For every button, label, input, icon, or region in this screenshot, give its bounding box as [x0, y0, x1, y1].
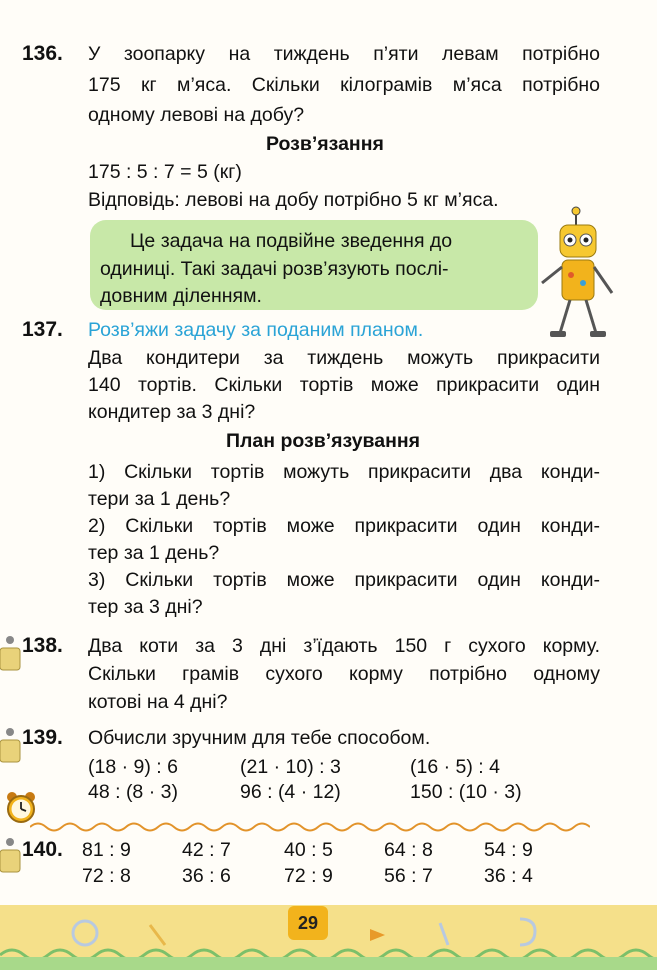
expr-139-1-3: (16 · 5) : 4: [410, 756, 500, 778]
expr-139-2-1: 48 : (8 · 3): [88, 781, 178, 803]
problem-140-number: 140.: [22, 838, 63, 861]
homework-icon: [0, 726, 22, 766]
problem-139-number: 139.: [22, 726, 63, 749]
problem-136-line-1: У зоопарку на тиждень п’яти левам потрібно: [88, 43, 600, 65]
plan-line-4: тер за 1 день?: [88, 542, 220, 564]
wavy-divider: [30, 820, 590, 834]
expr-140-2-1: 72 : 8: [82, 865, 131, 887]
solution-equation: 175 : 5 : 7 = 5 (кг): [88, 161, 242, 183]
hint-note-line-2: одиниці. Такі задачі розв’язують послі-: [100, 258, 449, 280]
expr-140-1-2: 42 : 7: [182, 839, 231, 861]
expr-140-1-1: 81 : 9: [82, 839, 131, 861]
plan-line-6: тер за 3 дні?: [88, 596, 203, 618]
problem-136-line-2: 175 кг м’яса. Скільки кілограмів м’яса потрібно: [88, 74, 600, 96]
problem-137-instruction: Розв’яжи задачу за поданим планом.: [88, 319, 424, 341]
hint-note-line-1: Це задача на подвійне зведення до: [130, 230, 453, 252]
problem-139-instruction: Обчисли зручним для тебе способом.: [88, 727, 431, 749]
problem-137-number: 137.: [22, 318, 63, 341]
plan-line-1: 1) Скільки тортів можуть прикрасити два конди-: [88, 461, 600, 483]
expr-139-2-3: 150 : (10 · 3): [410, 781, 522, 803]
solution-title: Розв’язання: [266, 133, 384, 155]
plan-title: План розв’язування: [226, 430, 421, 452]
expr-139-2-2: 96 : (4 · 12): [240, 781, 341, 803]
solution-answer: Відповідь: левові на добу потрібно 5 кг м’яса.: [88, 189, 499, 211]
expr-140-1-3: 40 : 5: [284, 839, 333, 861]
problem-138-line-1: Два коти за 3 дні з’їдають 150 г сухого корму.: [88, 635, 600, 657]
expr-140-1-4: 64 : 8: [384, 839, 433, 861]
page-number: 29: [288, 906, 328, 940]
homework-icon: [0, 634, 22, 674]
robot-icon: [538, 205, 628, 345]
homework-icon: [0, 836, 22, 876]
expr-139-1-2: (21 · 10) : 3: [240, 756, 341, 778]
problem-137-line-3: кондитер за 3 дні?: [88, 401, 256, 423]
problem-136-line-3: одному левові на добу?: [88, 104, 305, 126]
problem-137-line-1: Два кондитери за тиждень можуть прикрасити: [88, 347, 600, 369]
alarm-clock-icon: [4, 790, 38, 824]
plan-line-5: 3) Скільки тортів може прикрасити один конди-: [88, 569, 600, 591]
expr-140-2-4: 56 : 7: [384, 865, 433, 887]
plan-line-3: 2) Скільки тортів може прикрасити один конди-: [88, 515, 600, 537]
expr-140-2-5: 36 : 4: [484, 865, 533, 887]
problem-138-line-2: Скільки грамів сухого корму потрібно одному: [88, 663, 600, 685]
expr-140-2-2: 36 : 6: [182, 865, 231, 887]
expr-140-1-5: 54 : 9: [484, 839, 533, 861]
problem-136-number: 136.: [22, 42, 63, 65]
expr-140-2-3: 72 : 9: [284, 865, 333, 887]
hint-note-line-3: довним діленням.: [100, 285, 262, 307]
problem-138-number: 138.: [22, 634, 63, 657]
footer-decoration: [0, 905, 657, 970]
problem-138-line-3: котові на 4 дні?: [88, 691, 228, 713]
plan-line-2: тери за 1 день?: [88, 488, 231, 510]
expr-139-1-1: (18 · 9) : 6: [88, 756, 178, 778]
problem-137-line-2: 140 тортів. Скільки тортів може прикрасити один: [88, 374, 600, 396]
